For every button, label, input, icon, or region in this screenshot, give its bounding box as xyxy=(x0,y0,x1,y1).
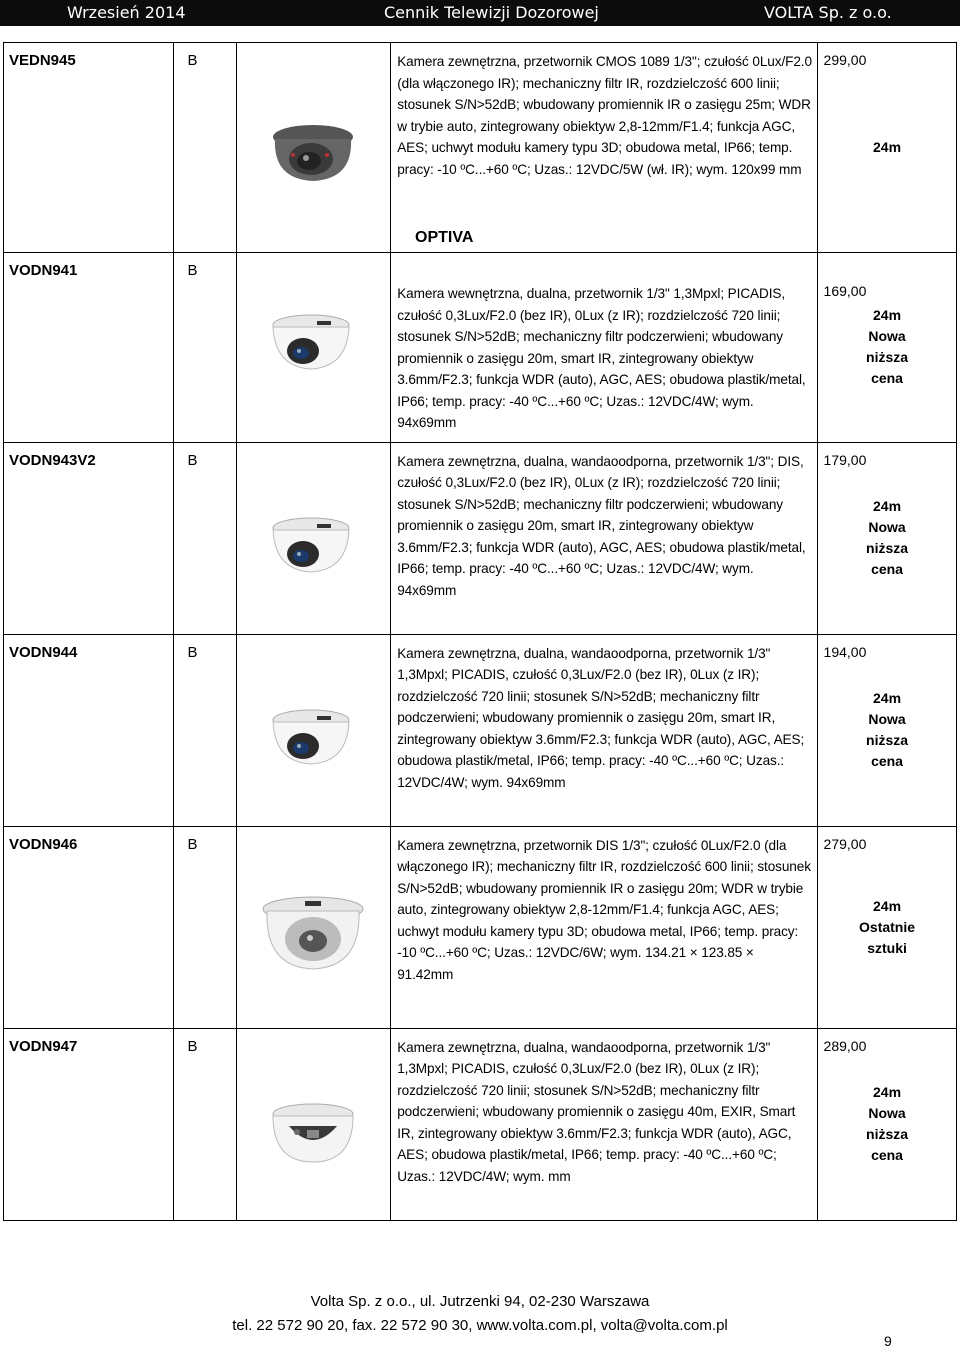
price-note-cell xyxy=(817,1028,956,1220)
product-image-cell xyxy=(236,1028,390,1220)
product-class: B xyxy=(187,835,198,853)
product-image-cell xyxy=(236,253,390,443)
product-code-cell xyxy=(4,1028,174,1220)
product-image-cell xyxy=(236,442,390,634)
product-code-cell xyxy=(4,442,174,634)
product-code: VODN946 xyxy=(9,835,78,853)
product-code-cell xyxy=(4,43,174,253)
description-cell xyxy=(391,826,817,1028)
product-description: Kamera zewnętrzna, dualna, wandaoodporna, przetwornik 1/3" 1,3Mpxl; PICADIS, czułość 0,3Lux/F2.0 (bez IR), 0Lux (z IR); rozdzielczość 720 linii; stosunek S/N>52dB; mechaniczny filtr podczerwieni; wbudowany promiennik o zasięgu 40m, EXIR, Smart IR, zintegrowany obiektyw 3.6mm/F2.3; funkcja WDR (auto), AGC, AES; obudowa plastik/metal, IP66; temp. pracy: -40 ºC...+60 ºC; Uzas.: 12VDC/4W; wym. mm xyxy=(397,1039,796,1184)
product-note xyxy=(818,827,957,1028)
product-description: Kamera wewnętrzna, dualna, przetwornik 1/3" 1,3Mpxl; PICADIS, czułość 0,3Lux/F2.0 (bez IR), 0Lux (z IR); rozdzielczość 720 linii; stosunek S/N>52dB; mechaniczny filtr podczerwieni; wbudowany promiennik o zasięgu 20m, smart IR, zintegrowany obiektyw 3.6mm/F2.3; funkcja WDR (auto), AGC, AES; obudowa plastik/metal, IP66; temp. pracy: -40 ºC...+60 ºC; Uzas.: 12VDC/4W; wym. 94x69mm xyxy=(397,286,806,430)
white-dome-camera-icon xyxy=(253,488,373,588)
class-cell xyxy=(173,1028,236,1220)
header-title: Cennik Telewizji Dozorowej xyxy=(384,3,599,22)
price-note-cell xyxy=(817,442,956,634)
note-line: niższa xyxy=(866,732,909,748)
large-white-dome-camera-icon xyxy=(253,877,373,977)
product-image xyxy=(237,253,390,416)
product-class: B xyxy=(187,643,198,661)
product-code: VODN944 xyxy=(9,643,78,661)
product-code: VODN943V2 xyxy=(9,451,96,469)
dark-dome-camera-icon xyxy=(253,97,373,197)
product-class: B xyxy=(187,52,198,69)
price-table xyxy=(3,42,957,1221)
table-row xyxy=(4,253,957,443)
note-line: niższa xyxy=(866,540,909,556)
product-class: B xyxy=(187,451,198,469)
class-cell xyxy=(173,826,236,1028)
note-line: 24m xyxy=(873,307,902,324)
note-line: sztuki xyxy=(867,939,907,956)
note-line: 24m xyxy=(873,498,902,514)
class-cell xyxy=(173,43,236,253)
product-code-cell xyxy=(4,826,174,1028)
note-line: Nowa xyxy=(868,328,906,345)
note-box xyxy=(818,1029,957,1220)
product-price: 194,00 xyxy=(823,643,867,660)
white-dome-camera-icon xyxy=(253,680,373,780)
product-code: VEDN945 xyxy=(9,52,76,69)
product-note xyxy=(818,635,957,826)
note-line: Nowa xyxy=(868,519,906,535)
header-company: VOLTA Sp. z o.o. xyxy=(764,3,892,22)
product-description: Kamera zewnętrzna, dualna, wandaoodporna, przetwornik 1/3"; DIS, czułość 0,3Lux/F2.0 (bez IR), 0Lux (z IR); rozdzielczość 720 linii; stosunek S/N>52dB; mechaniczny filtr podczerwieni; wbudowany promiennik o zasięgu 20m, smart IR, zintegrowany obiektyw 3.6mm/F2.3; funkcja WDR (auto), AGC, AES; obudowa plastik/metal, IP66; temp. pracy: -40 ºC...+60 ºC; Uzas.: 12VDC/4W; wym. 94x69mm xyxy=(397,453,806,598)
note-line: 24m xyxy=(873,139,902,155)
description-cell xyxy=(391,43,817,253)
class-cell xyxy=(173,634,236,826)
product-price: 289,00 xyxy=(823,1037,867,1054)
product-image xyxy=(237,635,390,825)
description-cell xyxy=(391,253,817,443)
product-note xyxy=(818,253,957,442)
product-price: 169,00 xyxy=(823,283,867,299)
note-line: Ostatnie xyxy=(859,918,916,935)
product-note xyxy=(818,1029,957,1220)
table-row xyxy=(4,826,957,1028)
price-note-cell xyxy=(817,826,956,1028)
product-code: VODN941 xyxy=(9,262,78,279)
note-box xyxy=(818,635,957,826)
exir-dome-camera-icon xyxy=(253,1074,373,1174)
note-box xyxy=(818,253,957,442)
footer-contact: tel. 22 572 90 20, fax. 22 572 90 30, www.volta.com.pl, volta@volta.com.pl xyxy=(232,1317,728,1334)
table-row xyxy=(4,1028,957,1220)
note-box xyxy=(818,43,957,252)
table-row xyxy=(4,634,957,826)
description-cell xyxy=(391,442,817,634)
product-price: 279,00 xyxy=(823,835,867,852)
product-description: Kamera zewnętrzna, przetwornik DIS 1/3"; czułość 0Lux/F2.0 (dla włączonego IR); mechaniczny filtr IR, rozdzielczość 600 linii; stosunek S/N>52dB; wbudowany promiennik IR o zasięgu 20m; WDR w trybie auto, zintegrowany obiektyw 2,8-12mm/F1.4; funkcja AGC, AES; uchwyt modułu kamery typu 3D; obudowa metal, IP66; temp. pracy: -10 ºC...+60 ºC; Uzas.: 12VDC/6W; wym. 134.21 × 123.85 × 91.42mm xyxy=(397,837,811,982)
note-line: cena xyxy=(871,753,903,769)
note-line: cena xyxy=(871,1147,903,1163)
product-class: B xyxy=(187,262,198,279)
class-cell xyxy=(173,442,236,634)
page-number: 9 xyxy=(884,1333,892,1349)
price-note-cell xyxy=(817,253,956,443)
table-row xyxy=(4,43,957,253)
product-class: B xyxy=(187,1037,198,1055)
page-header xyxy=(0,0,960,26)
white-dome-camera-icon xyxy=(253,285,373,385)
description-cell xyxy=(391,634,817,826)
note-box xyxy=(818,827,957,1028)
description-cell xyxy=(391,1028,817,1220)
note-line: Nowa xyxy=(868,1105,906,1121)
price-note-cell xyxy=(817,43,956,253)
product-image xyxy=(237,443,390,633)
product-image xyxy=(237,1029,390,1219)
product-image-cell xyxy=(236,634,390,826)
product-image xyxy=(237,43,390,251)
product-price: 179,00 xyxy=(823,451,867,468)
note-line: 24m xyxy=(873,690,902,706)
class-cell xyxy=(173,253,236,443)
note-line: cena xyxy=(871,561,903,577)
product-code-cell xyxy=(4,253,174,443)
note-line: Nowa xyxy=(868,711,906,727)
product-price: 299,00 xyxy=(823,52,867,68)
note-line: 24m xyxy=(873,1084,902,1100)
note-box xyxy=(818,443,957,634)
product-image-cell xyxy=(236,826,390,1028)
product-description: Kamera zewnętrzna, dualna, wandaoodporna, przetwornik 1/3" 1,3Mpxl; PICADIS, czułość 0,3Lux/F2.0 (bez IR), 0Lux (z IR); rozdzielczość 720 linii; stosunek S/N>52dB; mechaniczny filtr podczerwieni; wbudowany promiennik o zasięgu 20m, smart IR, zintegrowany obiektyw 3.6mm/F2.3; funkcja WDR (auto), AGC, AES; obudowa plastik/metal, IP66; temp. pracy: -40 ºC...+60 ºC; Uzas.: 12VDC/4W; wym. 94x69mm xyxy=(397,645,805,790)
section-label: OPTIVA xyxy=(415,229,474,246)
note-line: cena xyxy=(871,370,903,387)
product-note xyxy=(818,443,957,634)
price-note-cell xyxy=(817,634,956,826)
footer-address: Volta Sp. z o.o., ul. Jutrzenki 94, 02-230 Warszawa xyxy=(310,1293,650,1310)
note-line: niższa xyxy=(866,1126,909,1142)
product-image xyxy=(237,827,390,1027)
note-line: 24m xyxy=(873,897,902,914)
product-description: Kamera zewnętrzna, przetwornik CMOS 1089 1/3"; czułość 0Lux/F2.0 (dla włączonego IR); mechaniczny filtr IR, rozdzielczość 600 linii; stosunek S/N>52dB; wbudowany promiennik IR o zasięgu 25m; WDR w trybie auto, zintegrowany obiektyw 2,8-12mm/F1.4; funkcja AGC, AES; uchwyt modułu kamery typu 3D; obudowa metal, IP66; temp. pracy: -10 ºC...+60 ºC; Uzas.: 12VDC/5W (wł. IR); wym. 120x99 mm xyxy=(397,54,812,177)
table-row xyxy=(4,442,957,634)
product-code: VODN947 xyxy=(9,1037,78,1055)
product-note xyxy=(818,43,957,252)
product-image-cell xyxy=(236,43,390,253)
header-date: Wrzesień 2014 xyxy=(67,3,186,22)
product-code-cell xyxy=(4,634,174,826)
note-line: niższa xyxy=(866,349,909,366)
